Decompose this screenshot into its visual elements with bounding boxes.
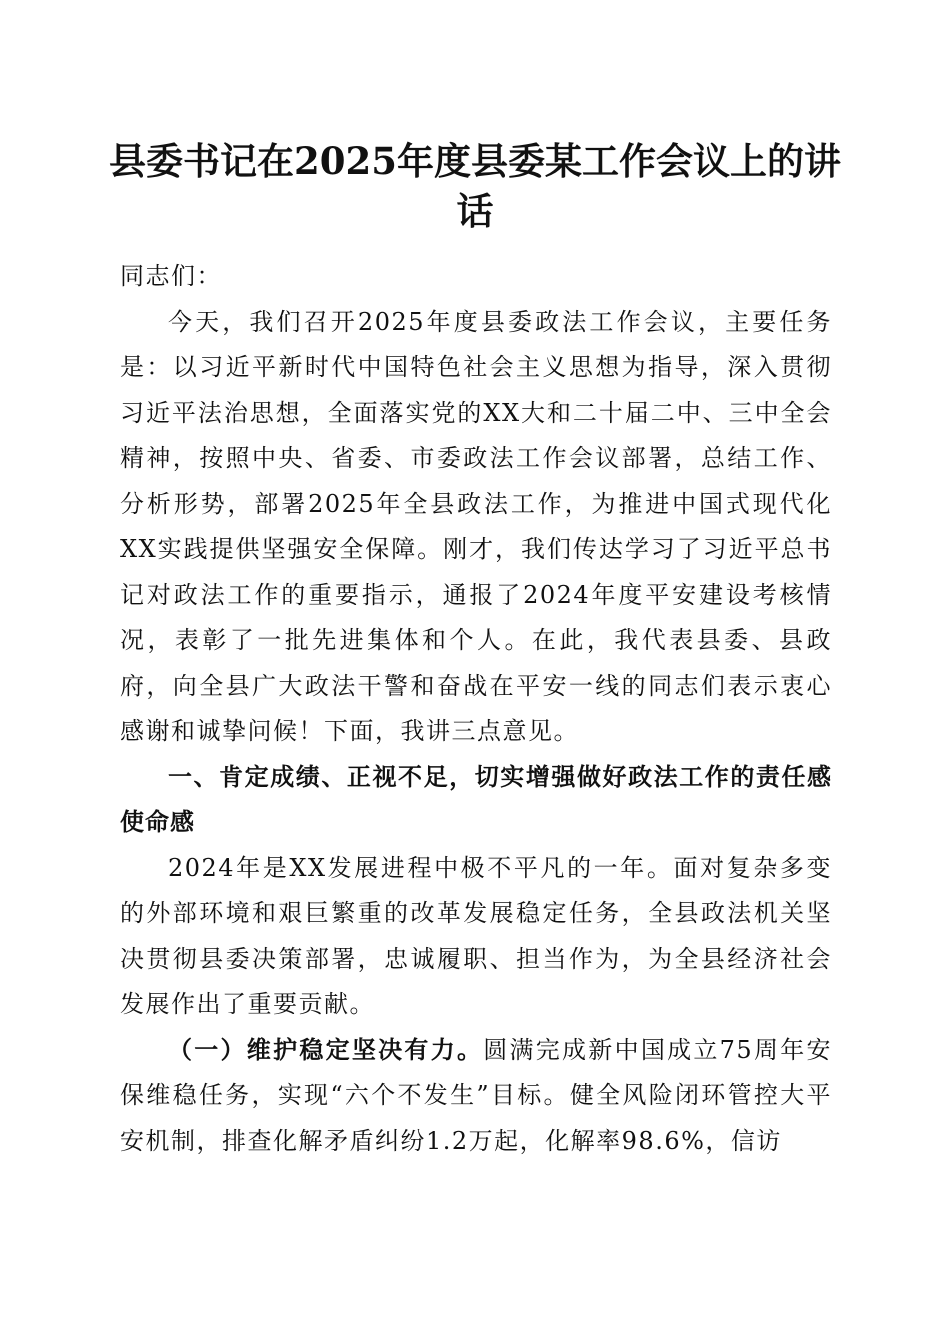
intro-paragraph: 今天，我们召开2025年度县委政法工作会议，主要任务是：以习近平新时代中国特色社会主义思想为指导，深入贯彻习近平法治思想，全面落实党的XX大和二十届二中、三中全会精神，按照中央、省委、市委政法工作会议部署，总结工作、分析形势，部署2025年全县政法工作，为推进中国式现代化XX实践提供坚强安全保障。刚才，我们传达学习了习近平总书记对政法工作的重要指示，通报了2024年度平安建设考核情况，表彰了一批先进集体和个人。在此，我代表县委、县政府，向全县广大政法干警和奋战在平安一线的同志们表示衷心感谢和诚挚问候！下面，我讲三点意见。 [120, 307, 832, 745]
section-heading-1: 一、肯定成绩、正视不足，切实增强做好政法工作的责任感使命感 [120, 762, 832, 836]
document-body [120, 254, 832, 1164]
section-1-paragraph: 2024年是XX发展进程中极不平凡的一年。面对复杂多变的外部环境和艰巨繁重的改革发展稳定任务，全县政法机关坚决贯彻县委决策部署，忠诚履职、担当作为，为全县经济社会发展作出了重要贡献。 [120, 853, 832, 1018]
item-1-lead: （一）维护稳定坚决有力。 [168, 1035, 484, 1064]
document-title: 县委书记在2025年度县委某工作会议上的讲话 [109, 139, 841, 233]
item-1-paragraph [120, 1028, 832, 1165]
item-1-body: 圆满完成新中国成立75周年安保维稳任务，实现“六个不发生”目标。健全风险闭环管控大平安机制，排查化解矛盾纠纷1.2万起，化解率98.6%，信访 [120, 1035, 832, 1155]
salutation: 同志们： [120, 262, 222, 290]
